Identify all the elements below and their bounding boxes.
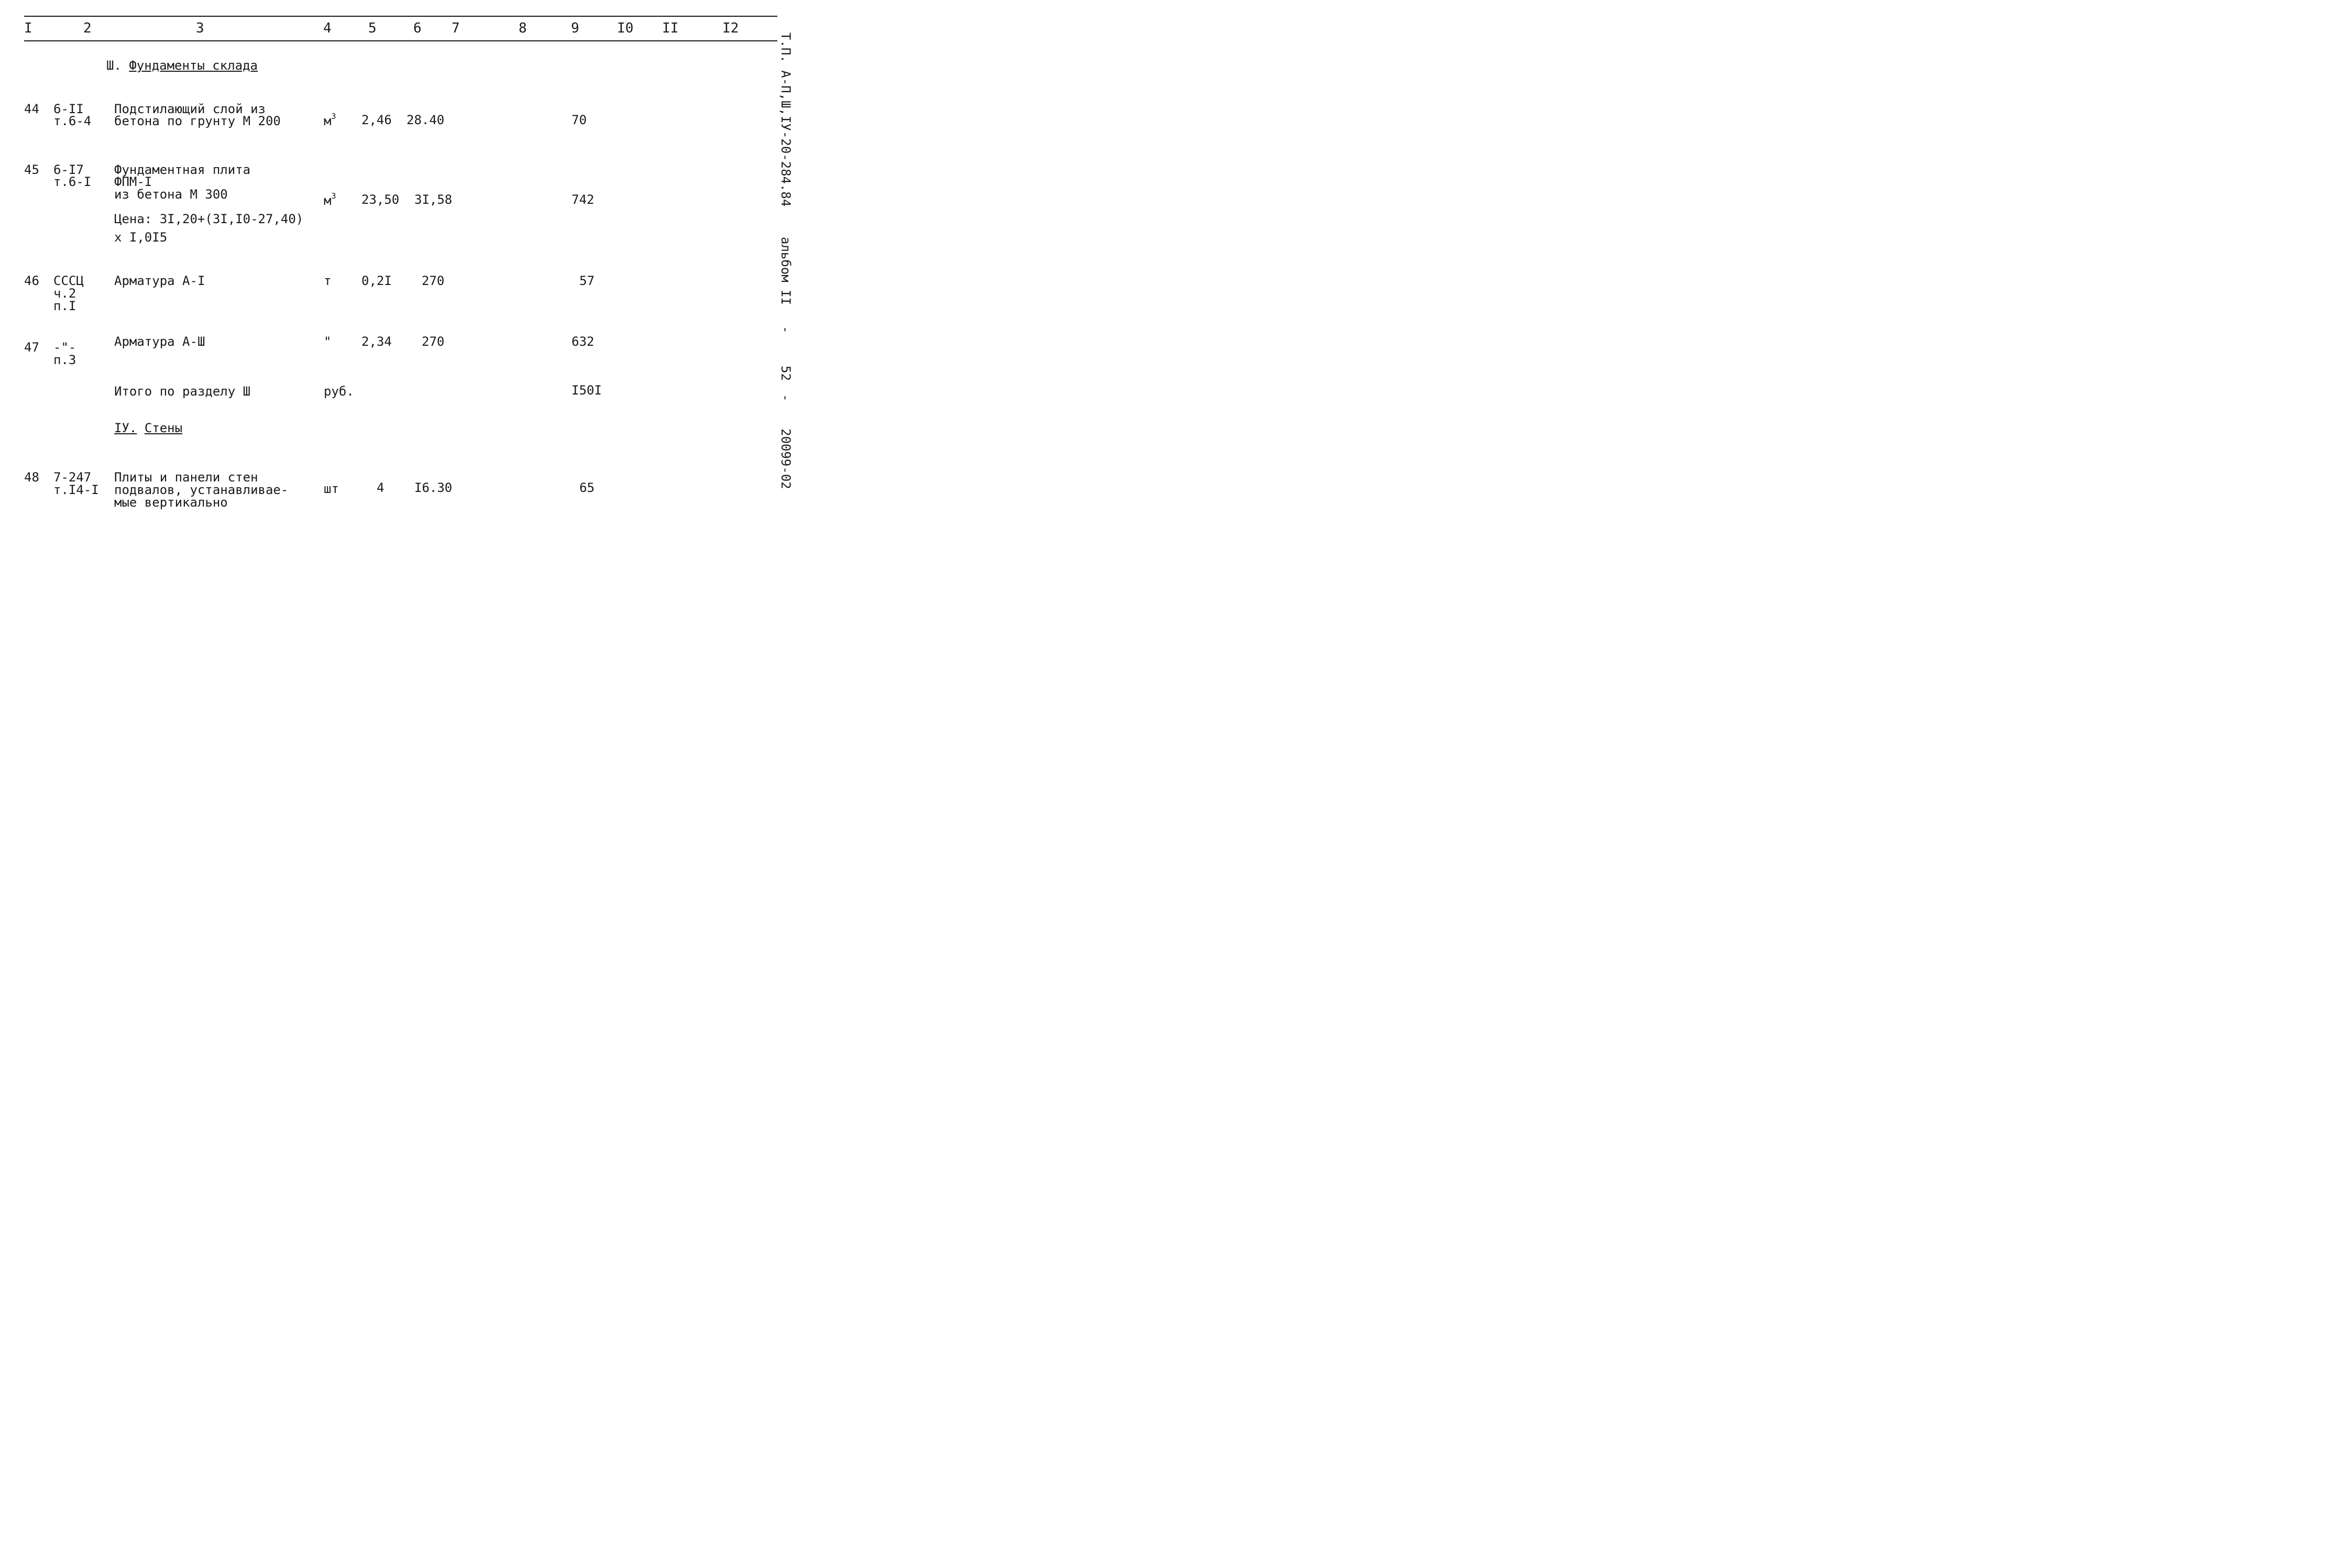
row-47-num: 47 — [24, 340, 39, 355]
row-48-quantity: 4 — [377, 480, 384, 495]
column-header-11: II — [662, 20, 679, 36]
row-48-code-line2: т.I4-I — [53, 483, 99, 497]
row-46-total: 57 — [579, 273, 595, 288]
row-45-unit-base: м — [324, 193, 332, 208]
row-45-desc-line1: Фундаментная плита — [114, 162, 251, 177]
row-45-unit-exponent: 3 — [331, 191, 336, 201]
stamp-album: альбом II — [778, 237, 793, 305]
column-header-9: 9 — [571, 20, 579, 36]
section-3-prefix: Ш. — [106, 58, 122, 73]
row-44-price: 28.40 — [407, 113, 445, 127]
column-header-4: 4 — [323, 20, 332, 36]
row-44-code-line2: т.6-4 — [53, 114, 92, 128]
row-45-unit — [324, 191, 336, 208]
subtotal-unit: руб. — [324, 384, 354, 399]
row-44-desc-line1: Подстилающий слой из — [114, 102, 266, 116]
row-44-unit — [324, 112, 336, 128]
column-header-10: I0 — [617, 20, 634, 36]
row-47-code-line2: п.3 — [53, 353, 76, 367]
row-45-price-note-line2: x I,0I5 — [114, 230, 168, 245]
section-4-prefix: IУ. — [114, 421, 137, 435]
header-top-rule — [24, 16, 777, 17]
row-45-desc-line3: из бетона М 300 — [114, 187, 228, 202]
row-44-code-line1: 6-II — [53, 102, 84, 116]
column-header-5: 5 — [368, 20, 377, 36]
row-48-code-line1: 7-247 — [53, 470, 92, 485]
row-45-code-line1: 6-I7 — [53, 162, 84, 177]
row-45-quantity: 23,50 — [361, 192, 400, 207]
row-48-price: I6.30 — [414, 480, 453, 495]
row-44-desc-line2: бетона по грунту М 200 — [114, 114, 281, 128]
row-47-total: 632 — [572, 334, 595, 349]
subtotal-total: I50I — [572, 383, 602, 398]
column-header-8: 8 — [519, 20, 527, 36]
row-47-quantity: 2,34 — [361, 334, 392, 349]
stamp-dash-1: - — [778, 326, 793, 334]
document-page — [0, 0, 811, 547]
row-46-code-line2: ч.2 — [53, 286, 76, 301]
row-48-desc-line1: Плиты и панели стен — [114, 470, 258, 485]
column-header-12: I2 — [722, 20, 739, 36]
row-46-desc: Арматура А-I — [114, 273, 205, 288]
column-header-1: I — [24, 20, 32, 36]
row-44-num: 44 — [24, 102, 39, 116]
row-48-desc-line2: подвалов, устанавливае- — [114, 483, 289, 497]
row-45-code-line2: т.6-I — [53, 174, 92, 189]
document-stamp — [779, 32, 803, 504]
row-47-price: 270 — [422, 334, 445, 349]
stamp-document-code: Т.П. А-П,Ш,IУ-20-284.84 — [778, 32, 793, 207]
row-47-code-line1: -"- — [53, 340, 76, 355]
column-header-6: 6 — [413, 20, 422, 36]
row-46-unit: т — [324, 273, 332, 288]
section-3-title: Фундаменты склада — [129, 58, 258, 73]
row-45-num: 45 — [24, 162, 39, 177]
row-47-unit: " — [324, 334, 332, 349]
row-44-unit-exponent: 3 — [331, 112, 336, 121]
stamp-document-number: 20099-02 — [778, 429, 793, 489]
section-4-title: Стены — [144, 421, 183, 435]
row-48-total: 65 — [579, 480, 595, 495]
row-46-quantity: 0,2I — [361, 273, 392, 288]
header-bottom-rule — [24, 40, 777, 41]
row-46-num: 46 — [24, 273, 39, 288]
row-47-desc: Арматура А-Ш — [114, 334, 205, 349]
row-48-unit: шт — [324, 481, 339, 496]
row-46-code-line3: п.I — [53, 299, 76, 313]
row-48-num: 48 — [24, 470, 39, 485]
section-3-heading — [106, 60, 258, 71]
row-45-total: 742 — [572, 192, 595, 207]
row-44-total: 70 — [572, 113, 587, 127]
row-46-price: 270 — [422, 273, 445, 288]
row-45-price-note-line1: Цена: 3I,20+(3I,I0-27,40) — [114, 212, 304, 226]
stamp-dash-2: - — [778, 394, 793, 402]
stamp-page-number: 52 — [778, 366, 793, 381]
row-48-desc-line3: мые вертикально — [114, 495, 228, 510]
row-46-code-line1: СССЦ — [53, 273, 84, 288]
row-45-price: 3I,58 — [414, 192, 453, 207]
column-header-3: 3 — [196, 20, 204, 36]
column-header-2: 2 — [83, 20, 92, 36]
column-header-7: 7 — [452, 20, 460, 36]
section-4-heading — [114, 422, 182, 434]
row-44-unit-base: м — [324, 114, 332, 128]
row-44-quantity: 2,46 — [361, 113, 392, 127]
subtotal-label: Итого по разделу Ш — [114, 384, 251, 399]
row-45-desc-line2: ФПМ-I — [114, 174, 152, 189]
